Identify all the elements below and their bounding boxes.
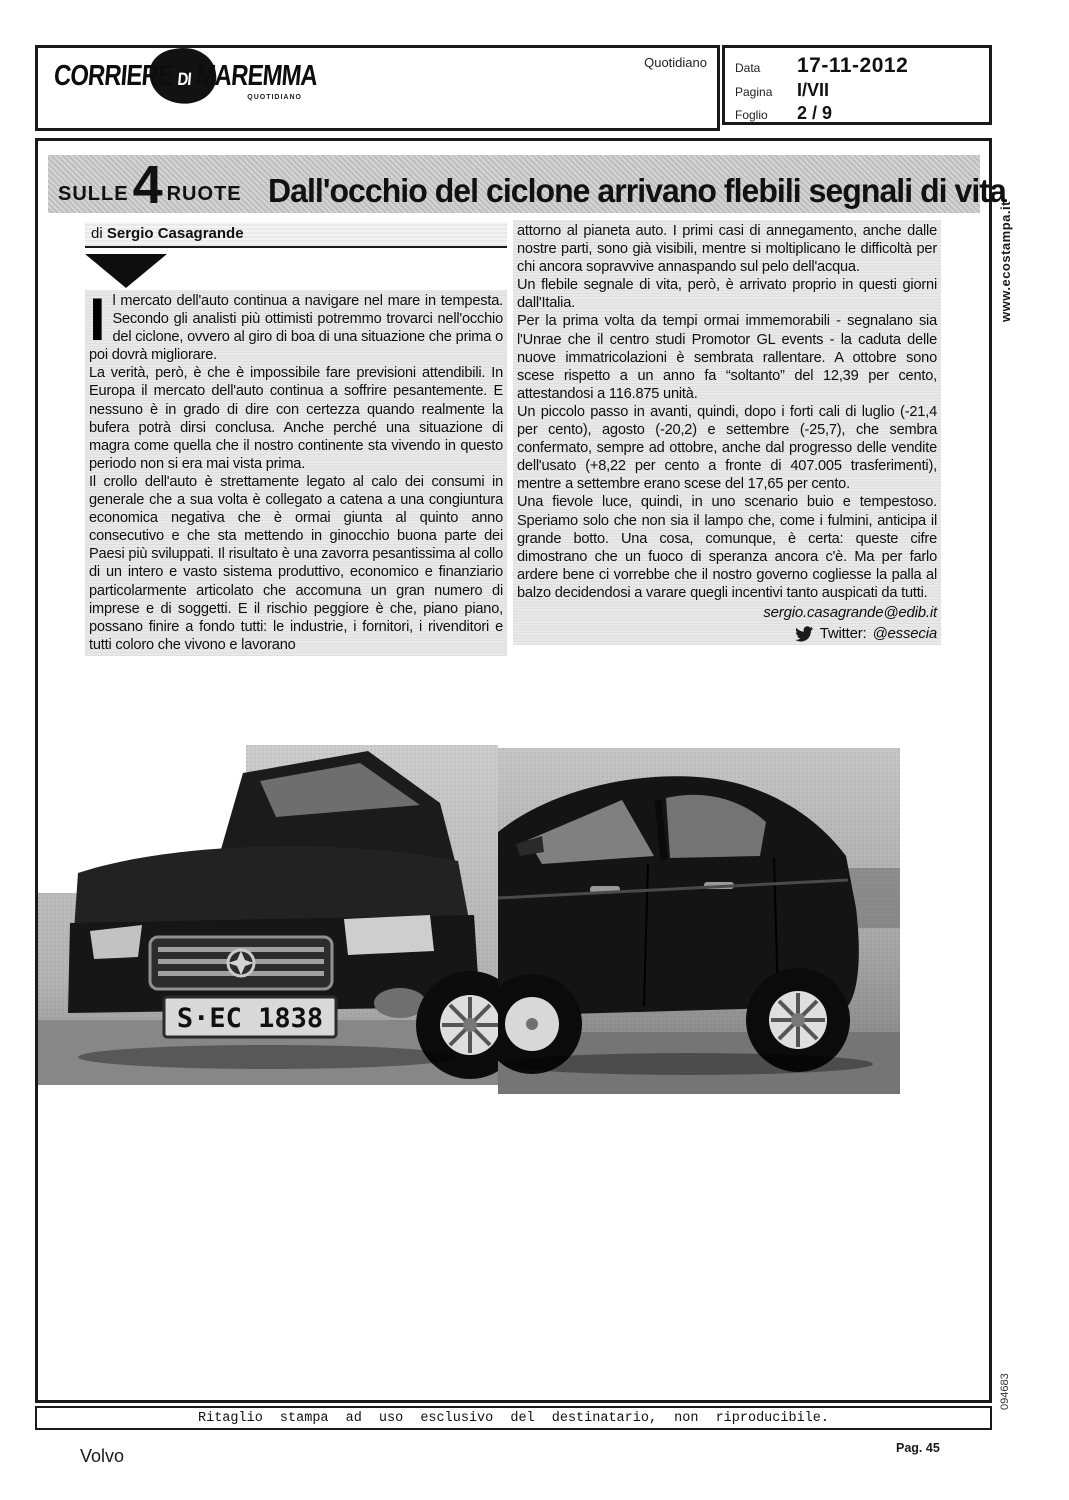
newspaper-logo: [52, 60, 319, 120]
article-headline: Dall'occhio del ciclone arrivano flebili segnali di vita: [267, 172, 1006, 209]
logo-word-di: DI: [176, 69, 192, 89]
subject-label: Volvo: [80, 1446, 125, 1466]
periodicity-label: Quotidiano: [644, 55, 707, 70]
article-column-right: [513, 220, 941, 645]
kicker-ruote: RUOTE: [166, 183, 242, 205]
clipping-meta-box: [722, 45, 992, 125]
title-band: [48, 154, 1006, 215]
car-photo: [38, 745, 900, 1091]
ritaglio-text: Ritaglio stampa ad uso esclusivo del destinatario, non riproducibile.: [198, 1410, 829, 1426]
paragraph: Una fievole luce, quindi, in uno scenario buio e tempestoso. Speriamo solo che non sia il lampo che, come i fulmini, anticipa il grande botto. Una cosa, comunque, è certa: queste cifre dimostrano che un fuoco di speranza ancora c'è. Ma per farlo ardere bene ci vorrebbe che il nostro governo cogliesse la palla al balzo decidendosi a varare quegli incentivi tanto auspicati da tutti.: [517, 494, 937, 601]
logo-word-corriere: CORRIERE: [52, 60, 175, 92]
byline-strip: [85, 222, 507, 248]
car-photo-front: [38, 745, 498, 1085]
paragraph: [89, 286, 503, 364]
section-kicker: [58, 154, 242, 215]
sheet-label: Foglio: [735, 108, 768, 122]
car-photo-side: [498, 748, 900, 1094]
ecostampa-url-vertical: www.ecostampa.it: [998, 201, 1013, 322]
kicker-sulle: SULLE: [58, 183, 129, 205]
paragraph-text: l mercato dell'auto continua a navigare nel mare in tempesta. Secondo gli analisti più ottimisti potremmo trovarci nell'occhio del ciclone, ovvero al giro di boa di una situazione che prima o poi dovrà migliorare.: [89, 293, 503, 364]
paragraph: Un piccolo passo in avanti, quindi, dopo i forti cali di luglio (-21,4 per cento), agosto (-20,2) e settembre (-25,7), che sembra confermato, sempre ad ottobre, anche dal progresso delle vendite dell'usato (+8,22 per cento a fronte di 407.005 trasferimenti), mentre a settembre erano scese del 17,65 per cento.: [517, 403, 937, 493]
article-column-left: [85, 286, 507, 656]
logo-subtitle: QUOTIDIANO: [247, 94, 302, 101]
logo-word-maremma: MAREMMA: [194, 60, 319, 92]
twitter-label: Twitter:: [819, 624, 867, 642]
byline-triangle-icon: [85, 254, 167, 288]
clipping-code-vertical: 094683: [999, 1373, 1011, 1410]
sheet-value: 2 / 9: [797, 103, 833, 123]
twitter-handle: @essecia: [872, 624, 937, 642]
ritaglio-strip: [35, 1406, 992, 1430]
paragraph: La verità, però, è che è impossibile fare previsioni attendibili. In Europa il mercato dell'auto continua a soffrire pesantemente. E nessuno è in grado di dire con certezza quando realmente la bufera potrà dirsi conclusa. Anche perché una situazione di magra come quella che il nostro continente sta vivendo in questo periodo non si era mai vista prima.: [89, 365, 503, 472]
page-label: Pagina: [735, 85, 773, 99]
byline-author: Sergio Casagrande: [106, 225, 244, 242]
date-value: 17-11-2012: [797, 54, 909, 77]
twitter-bird-icon: [794, 626, 814, 642]
paragraph: Un flebile segnale di vita, però, è arrivato proprio in questi giorni dall'Italia.: [517, 277, 937, 312]
dropcap-letter: I: [89, 286, 106, 353]
paragraph: Per la prima volta da tempi ormai immemorabili - segnalano sia l'Unrae che il centro studi Promotor GL events - la caduta delle nuove immatricolazioni è sembrata rallentare. A ottobre sono scese rispetto a un anno fa “soltanto” del 12,39 per cento, attestandosi a 116.875 unità.: [517, 313, 937, 402]
byline-prefix: di: [91, 225, 107, 242]
license-plate-text: S·EC 1838: [176, 1003, 324, 1034]
paragraph: attorno al pianeta auto. I primi casi di annegamento, anche dalle nostre parti, sono già visibili, mentre si moltiplicano le difficoltà per chi ancora sopravvive annaspando sul pelo dell'acqua.: [517, 223, 937, 276]
date-label: Data: [735, 61, 761, 75]
page-value: I/VII: [797, 80, 830, 100]
masthead-box: [35, 45, 720, 131]
kicker-number-4: 4: [132, 154, 163, 215]
author-email: sergio.casagrande@edib.it: [763, 603, 937, 621]
page-number: Pag. 45: [896, 1441, 940, 1455]
paragraph: Il crollo dell'auto è strettamente legato al calo dei consumi in generale che a sua volta è collegato a catena a una congiuntura economica negativa che è ormai giunta al quinto anno consecutivo e che sta mettendo in ginocchio buona parte dei Paesi più sviluppati. Il risultato è una zavorra pesantissima al collo di un intero e vasto sistema produttivo, economico e finanziario particolarmente articolato che accomuna un gran numero di imprese e di soggetti. E il rischio peggiore è che, piano piano, possano finire a fondo tutti: le industrie, i fornitori, i rivenditori e tutti coloro che vivono e lavorano: [89, 473, 503, 653]
